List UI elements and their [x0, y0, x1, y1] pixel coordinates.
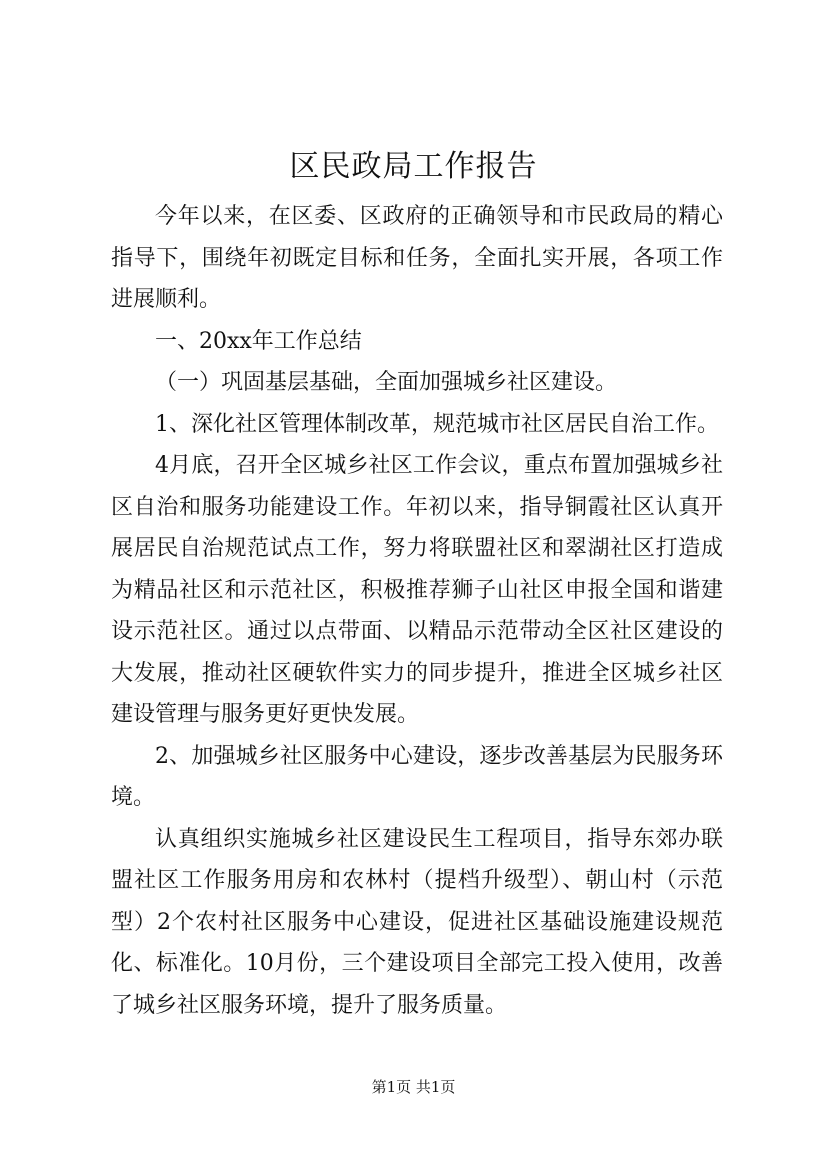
- document-title: 区民政局工作报告: [289, 149, 538, 184]
- heading-item-2: 2、加强城乡社区服务中心建设，逐步改善基层为民服务环境。: [111, 743, 723, 810]
- paragraph-item-1: 4月底，召开全区城乡社区工作会议，重点布置加强城乡社区自治和服务功能建设工作。年初以来，指导铜霞社区认真开展居民自治规范试点工作，努力将联盟社区和翠湖社区打造成为精品社区和示范社区，积极推荐狮子山社区申报全国和谐建设示范社区。通过以点带面、以精品示范带动全区社区建设的大发展，推动社区硬软件实力的同步提升，推进全区城乡社区建设管理与服务更好更快发展。: [111, 453, 723, 727]
- heading-item-1: 1、深化社区管理体制改革，规范城市社区居民自治工作。: [155, 411, 719, 437]
- heading-section-1: 一、20xx年工作总结: [155, 328, 362, 354]
- heading-subsection-1: （一）巩固基层基础，全面加强城乡社区建设。: [155, 370, 618, 395]
- paragraph-intro: 今年以来，在区委、区政府的正确领导和市民政局的精心指导下，围绕年初既定目标和任务，全面扎实开展，各项工作进展顺利。: [111, 204, 723, 312]
- page-footer: 第1页 共1页: [371, 1078, 456, 1096]
- document-body: [111, 196, 723, 1026]
- paragraph-item-2: 认真组织实施城乡社区建设民生工程项目，指导东郊办联盟社区工作服务用房和农林村（提档升级型）、朝山村（示范型）2个农村社区服务中心建设，促进社区基础设施建设规范化、标准化。10月份，三个建设项目全部完工投入使用，改善了城乡社区服务环境，提升了服务质量。: [111, 826, 723, 1018]
